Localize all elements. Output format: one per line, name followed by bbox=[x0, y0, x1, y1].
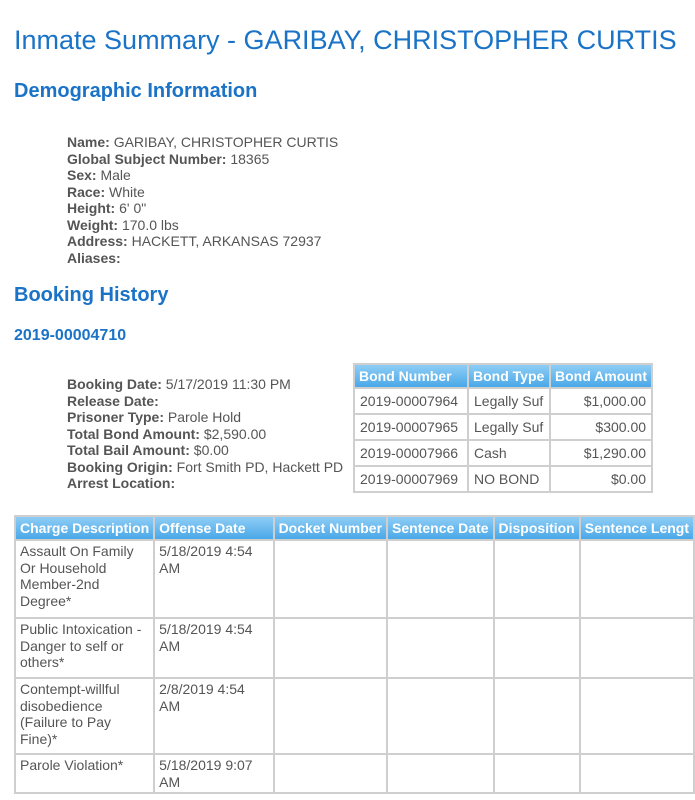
sentence-date-cell bbox=[387, 678, 493, 754]
total-bail-row bbox=[67, 442, 343, 459]
disposition-cell bbox=[494, 754, 580, 793]
booking-date-value: 5/17/2019 11:30 PM bbox=[165, 376, 291, 392]
height-label: Height: bbox=[67, 200, 116, 216]
docket-number-cell bbox=[274, 618, 387, 678]
booking-info bbox=[67, 376, 343, 492]
sex-row bbox=[67, 167, 338, 184]
sentence-length-cell bbox=[580, 754, 694, 793]
booking-origin-label: Booking Origin: bbox=[67, 458, 173, 475]
bond-row bbox=[354, 414, 652, 440]
subject-number-label: Global Subject Number: bbox=[67, 150, 227, 167]
offense-date-cell: 2/8/2019 4:54 AM bbox=[154, 678, 273, 754]
offense-date-cell: 5/18/2019 9:07 AM bbox=[154, 754, 273, 793]
booking-history-heading: Booking History bbox=[14, 284, 169, 306]
booking-id: 2019-00004710 bbox=[14, 327, 127, 344]
race-row bbox=[67, 184, 338, 201]
page-title: Inmate Summary - GARIBAY, CHRISTOPHER CURTIS bbox=[14, 25, 677, 55]
charge-description-cell: Contempt-willful disobedience (Failure to Pay Fine)* bbox=[15, 678, 154, 754]
height-value: 6' 0" bbox=[119, 200, 147, 216]
bond-row bbox=[354, 440, 652, 466]
sentence-date-cell bbox=[387, 754, 493, 793]
bond-type-cell: NO BOND bbox=[468, 466, 550, 492]
arrest-location-label: Arrest Location: bbox=[67, 475, 176, 491]
release-date-row bbox=[67, 393, 343, 410]
total-bond-label: Total Bond Amount: bbox=[67, 425, 200, 442]
name-row bbox=[67, 134, 338, 151]
bond-amount-cell: $1,290.00 bbox=[550, 440, 652, 466]
arrest-location-row bbox=[67, 475, 343, 492]
charge-description-header: Charge Description bbox=[15, 516, 154, 540]
docket-number-cell bbox=[274, 678, 387, 754]
height-row bbox=[67, 200, 338, 217]
charge-table bbox=[14, 515, 695, 794]
booking-date-row bbox=[67, 376, 343, 393]
offense-date-cell: 5/18/2019 4:54 AM bbox=[154, 540, 273, 618]
sentence-date-cell bbox=[387, 618, 493, 678]
name-label: Name: bbox=[67, 134, 110, 150]
weight-value: 170.0 lbs bbox=[121, 216, 179, 233]
booking-origin-value: Fort Smith PD, Hackett PD bbox=[176, 458, 344, 475]
disposition-cell bbox=[494, 540, 580, 618]
total-bail-label: Total Bail Amount: bbox=[67, 442, 190, 458]
address-row bbox=[67, 233, 338, 250]
disposition-cell bbox=[494, 618, 580, 678]
total-bail-value: $0.00 bbox=[193, 442, 229, 458]
name-value: GARIBAY, CHRISTOPHER CURTIS bbox=[113, 134, 339, 150]
bond-table bbox=[353, 363, 653, 493]
aliases-label: Aliases: bbox=[67, 249, 121, 266]
sentence-date-header: Sentence Date bbox=[387, 516, 493, 540]
charge-row bbox=[15, 540, 694, 618]
offense-date-header: Offense Date bbox=[154, 516, 273, 540]
total-bond-value: $2,590.00 bbox=[203, 425, 267, 442]
bond-number-cell: 2019-00007964 bbox=[354, 388, 468, 414]
bond-amount-cell: $0.00 bbox=[550, 466, 652, 492]
subject-number-value: 18365 bbox=[230, 150, 270, 167]
charge-header-row bbox=[15, 516, 694, 540]
bond-amount-header: Bond Amount bbox=[550, 364, 652, 388]
address-value: HACKETT, ARKANSAS 72937 bbox=[131, 233, 322, 249]
charge-row bbox=[15, 618, 694, 678]
bond-number-cell: 2019-00007969 bbox=[354, 466, 468, 492]
charge-row bbox=[15, 678, 694, 754]
sentence-date-cell bbox=[387, 540, 493, 618]
bond-number-cell: 2019-00007965 bbox=[354, 414, 468, 440]
bond-header-row bbox=[354, 364, 652, 388]
sex-label: Sex: bbox=[67, 167, 97, 183]
race-label: Race: bbox=[67, 183, 106, 200]
address-label: Address: bbox=[67, 233, 128, 249]
bond-type-cell: Legally Suf bbox=[468, 388, 550, 414]
total-bond-row bbox=[67, 426, 343, 443]
bond-number-header: Bond Number bbox=[354, 364, 468, 388]
demographic-info bbox=[67, 134, 338, 266]
bond-amount-cell: $1,000.00 bbox=[550, 388, 652, 414]
bond-row bbox=[354, 388, 652, 414]
offense-date-cell: 5/18/2019 4:54 AM bbox=[154, 618, 273, 678]
charge-description-cell: Public Intoxication - Danger to self or others* bbox=[15, 618, 154, 678]
weight-label: Weight: bbox=[67, 216, 119, 233]
booking-date-label: Booking Date: bbox=[67, 376, 162, 392]
prisoner-type-row bbox=[67, 409, 343, 426]
subject-number-row bbox=[67, 151, 338, 168]
sentence-length-cell bbox=[580, 618, 694, 678]
bond-number-cell: 2019-00007966 bbox=[354, 440, 468, 466]
disposition-header: Disposition bbox=[494, 516, 580, 540]
docket-number-cell bbox=[274, 540, 387, 618]
demographic-heading: Demographic Information bbox=[14, 80, 258, 102]
sentence-length-header: Sentence Lengt bbox=[580, 516, 694, 540]
weight-row bbox=[67, 217, 338, 234]
charge-description-cell: Assault On Family Or Household Member-2nd Degree* bbox=[15, 540, 154, 618]
bond-type-header: Bond Type bbox=[468, 364, 550, 388]
bond-type-cell: Cash bbox=[468, 440, 550, 466]
docket-number-cell bbox=[274, 754, 387, 793]
aliases-row bbox=[67, 250, 338, 267]
bond-row bbox=[354, 466, 652, 492]
booking-origin-row bbox=[67, 459, 343, 476]
prisoner-type-label: Prisoner Type: bbox=[67, 409, 164, 425]
charge-description-cell: Parole Violation* bbox=[15, 754, 154, 793]
charge-row bbox=[15, 754, 694, 793]
disposition-cell bbox=[494, 678, 580, 754]
bond-amount-cell: $300.00 bbox=[550, 414, 652, 440]
sex-value: Male bbox=[100, 167, 131, 183]
sentence-length-cell bbox=[580, 678, 694, 754]
race-value: White bbox=[109, 183, 145, 200]
release-date-label: Release Date: bbox=[67, 392, 159, 409]
sentence-length-cell bbox=[580, 540, 694, 618]
docket-number-header: Docket Number bbox=[274, 516, 387, 540]
prisoner-type-value: Parole Hold bbox=[167, 409, 242, 425]
bond-type-cell: Legally Suf bbox=[468, 414, 550, 440]
